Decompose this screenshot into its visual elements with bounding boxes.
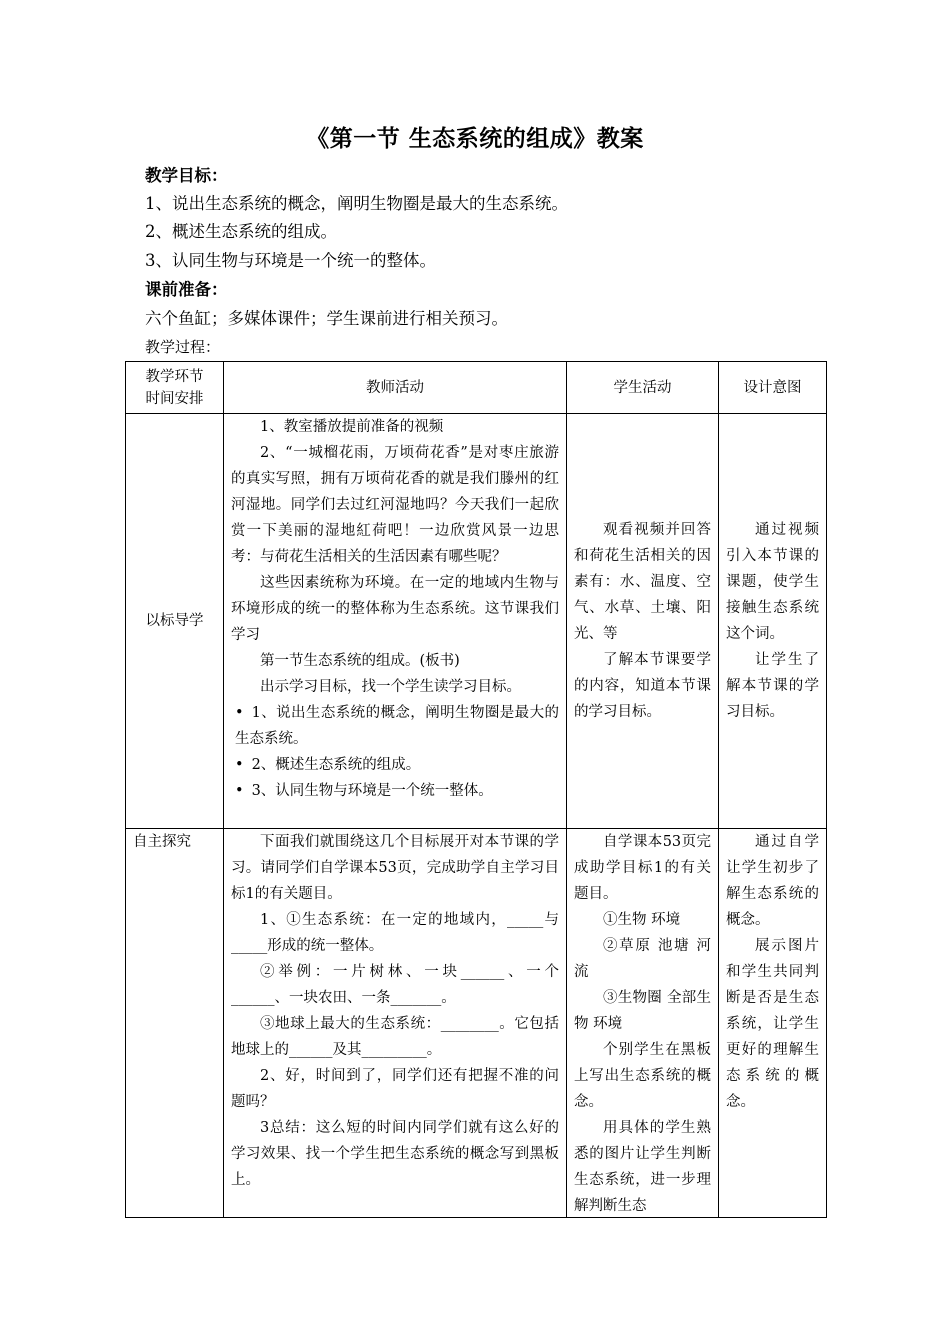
student-paragraph: ③生物圈 全部生物 环境 (574, 990, 711, 1032)
row1-stage: 以标导学 (126, 414, 224, 829)
objectives-heading: 教学目标： (145, 166, 228, 185)
intent-paragraph: 通过视频引入本节课的课题，使学生接触生态系统这个词。 (726, 522, 819, 642)
row2-student (567, 829, 719, 1218)
teacher-bullet: • 1、说出生态系统的概念，阐明生物圈是最大的生态系统。 (231, 700, 559, 752)
objective-item: 2、概述生态系统的组成。 (145, 222, 337, 241)
objective-item: 1、说出生态系统的概念，阐明生物圈是最大的生态系统。 (145, 194, 568, 213)
intent-paragraph: 通过自学让学生初步了解生态系统的概念。 (726, 834, 819, 928)
teacher-paragraph: 第一节生态系统的组成。(板书) (260, 653, 460, 669)
lesson-table (125, 361, 827, 1218)
student-paragraph: 了解本节课要学的内容，知道本节课的学习目标。 (574, 652, 711, 720)
teacher-paragraph: 3总结：这么短的时间内同学们就有这么好的学习效果、找一个学生把生态系统的概念写到黑板上。 (231, 1120, 559, 1188)
intent-paragraph: 展示图片和学生共同判断是否是生态系统，让学生更好的理解生态系统的概念。 (726, 938, 819, 1110)
teacher-paragraph: ②举例：一片树林、一块______、一个______、一块农田、一条_______。 (231, 964, 559, 1006)
table-row (126, 414, 827, 829)
row1-intent (719, 414, 827, 829)
header-intent: 设计意图 (719, 362, 827, 414)
header-stage-line2: 时间安排 (145, 390, 204, 407)
table-row (126, 829, 827, 1218)
intent-paragraph: 让学生了解本节课的学习目标。 (726, 652, 819, 720)
document-title: 《第一节 生态系统的组成》教案 (306, 125, 644, 152)
objective-item: 3、认同生物与环境是一个统一的整体。 (145, 251, 436, 270)
student-paragraph: ①生物 环境 (603, 912, 681, 928)
teacher-paragraph: 出示学习目标，找一个学生读学习目标。 (260, 679, 521, 695)
teacher-paragraph: 2、好，时间到了，同学们还有把握不准的问题吗？ (231, 1068, 559, 1110)
row2-teacher (224, 829, 567, 1218)
teacher-bullet: • 2、概述生态系统的组成。 (231, 752, 559, 778)
student-paragraph: 自学课本53页完成助学目标1的有关题目。 (574, 834, 711, 902)
teacher-paragraph: 这些因素统称为环境。在一定的地域内生物与环境形成的统一的整体称为生态系统。这节课我们学习 (231, 575, 559, 643)
teacher-paragraph: ③地球上最大的生态系统：________。它包括地球上的______及其_________。 (231, 1016, 559, 1058)
student-paragraph: ②草原 池塘 河流 (574, 938, 711, 980)
header-stage (126, 362, 224, 414)
teacher-paragraph: 1、①生态系统：在一定的地域内，_____与_____形成的统一整体。 (231, 912, 559, 954)
student-paragraph: 用具体的学生熟悉的图片让学生判断生态系统，进一步理解判断生态 (574, 1120, 711, 1214)
preparation-heading: 课前准备： (145, 280, 228, 299)
header-student: 学生活动 (567, 362, 719, 414)
teacher-paragraph: 下面我们就围绕这几个目标展开对本节课的学习。请同学们自学课本53页，完成助学自主学习目标1的有关题目。 (231, 834, 559, 902)
header-stage-line1: 教学环节 (145, 368, 204, 385)
row1-teacher (224, 414, 567, 829)
row2-stage: 自主探究 (126, 829, 224, 1218)
student-paragraph: 个别学生在黑板上写出生态系统的概念。 (574, 1042, 711, 1110)
row1-student (567, 414, 719, 829)
table-header-row (126, 362, 827, 414)
student-paragraph: 观看视频并回答和荷花生活相关的因素有：水、温度、空气、水草、土壤、阳光、等 (574, 522, 711, 642)
row2-intent (719, 829, 827, 1218)
teacher-paragraph: 1、教室播放提前准备的视频 (260, 419, 444, 435)
teacher-bullet: • 3、认同生物与环境是一个统一整体。 (231, 778, 559, 804)
preparation-text: 六个鱼缸；多媒体课件；学生课前进行相关预习。 (145, 309, 508, 328)
process-label: 教学过程： (145, 338, 221, 356)
header-teacher: 教师活动 (224, 362, 567, 414)
teacher-paragraph: 2、“一城榴花雨，万顷荷花香”是对枣庄旅游的真实写照，拥有万顷荷花香的就是我们滕州的红河湿地。同学们去过红河湿地吗？今天我们一起欣赏一下美丽的湿地紅荷吧！一边欣赏风景一边思考：与荷花生活相关的生活因素有哪些呢？ (231, 445, 559, 565)
